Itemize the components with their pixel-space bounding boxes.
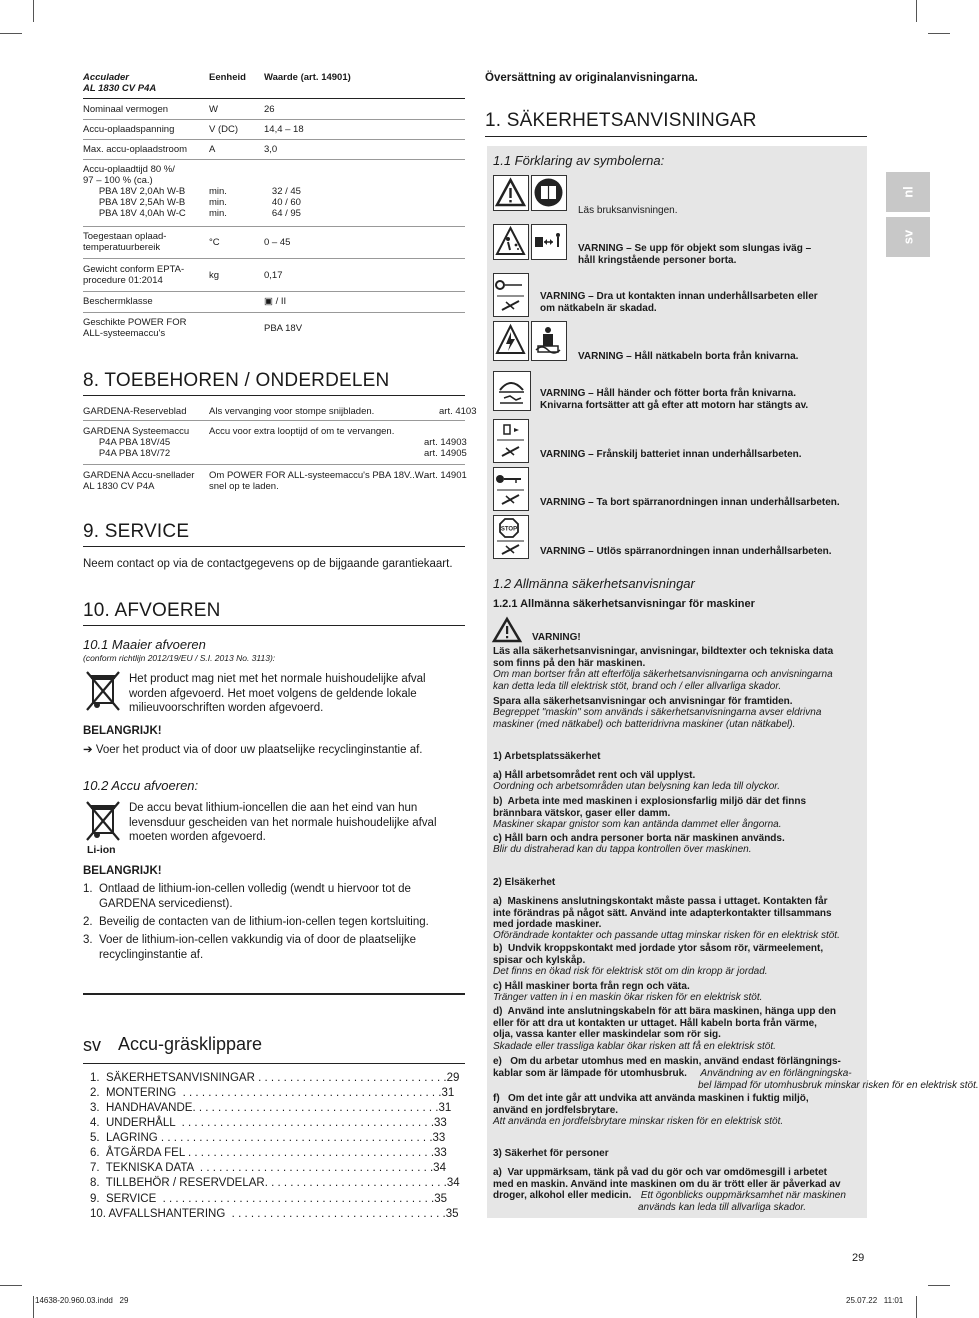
safety-rule: b) Undvik kroppskontakt med jordade ytor såsom rör, värmeelement, spisar och kylskåp. (493, 943, 824, 966)
toc-item[interactable]: 1. SÄKERHETSANVISNINGAR . . . . . . . . . . . . . . . . . . . . . . . . . . . . . .29 (90, 1072, 460, 1084)
battery-step: 2. Beveilig de contacten van de lithium-ion-cellen tegen kortsluiting. (83, 916, 429, 928)
spec-cell: 14,4 – 18 (264, 124, 304, 135)
section-1-title: 1. SÄKERHETSANVISNINGAR (485, 110, 757, 131)
safety-rule-note: Skadade eller trassliga kablar ökar risken att få en elektrisk stöt. (493, 1041, 776, 1052)
toc-item[interactable]: 5. LAGRING . . . . . . . . . . . . . . . . . . . . . . . . . . . . . . . . . . . . . . . . . . .33 (90, 1132, 446, 1144)
safety-paragraph-note: Begreppet "maskin" som används i säkerhetsanvisningarna avser eldrivna maskiner (med nätkabel) och batteridrivna maskiner (utan nätkabel). (493, 707, 822, 730)
footer-date: 25.07.22 11:01 (846, 1296, 904, 1305)
warning-label: VARNING! (532, 632, 581, 643)
safety-rule-note: Ett ögonblicks ouppmärksamhet när maskinen används kan leda till allvarliga skador. (638, 1190, 846, 1213)
spec-cell: Beschermklasse (83, 296, 153, 307)
safety-rule: e) Om du arbetar utomhus med en maskin, använd endast förlängnings- kablar som är lämpade för utomhusbruk. (493, 1056, 841, 1079)
accessory-desc: Om POWER FOR ALL-systeemaccu's PBA 18V..W.- snel op te laden. (209, 470, 430, 492)
subsection-10-1-title: 10.1 Maaier afvoeren (83, 637, 206, 652)
symbol-desc: VARNING – Håll nätkabeln borta från knivarna. (578, 351, 799, 362)
section-8-title: 8. TOEBEHOREN / ONDERDELEN (83, 370, 390, 391)
spec-header-unit: Eenheid (209, 72, 246, 83)
keep-distance-icon (531, 224, 567, 260)
toc-item[interactable]: 3. HANDHAVANDE. . . . . . . . . . . . . . . . . . . . . . . . . . . . . . . . . . . . . . .31 (90, 1102, 452, 1114)
electric-hazard-icon (493, 321, 529, 361)
tab-label: sv (900, 229, 916, 245)
safety-heading: 2) Elsäkerhet (493, 877, 556, 888)
svg-text:STOP: STOP (500, 526, 518, 533)
li-ion-label: Li-ion (87, 844, 116, 856)
spec-cell: 3,0 (264, 144, 278, 155)
service-text: Neem contact op via de contactgegevens op de bijgaande garantiekaart. (83, 558, 453, 570)
dispose-action: ➔ Voer het product via of door uw plaatselijke recyclinginstantie af. (83, 744, 423, 756)
toc-item[interactable]: 8. TILLBEHÖR / RESERVDELAR. . . . . . . . . . . . . . . . . . . . . . . . . . . . .34 (90, 1177, 460, 1189)
spec-cell: 32 / 45 40 / 60 64 / 95 (271, 186, 301, 219)
thrown-objects-icon (493, 224, 529, 260)
accessory-art: art. 14903 art. 14905 (424, 437, 467, 459)
remove-battery-icon (493, 419, 529, 463)
spec-cell: Accu-oplaadtijd 80 %/ 97 – 100 % (ca.) PBA 18V 2,0Ah W-B PBA 18V 2,5Ah W-B PBA 18V 4,0Ah W-C (83, 164, 186, 219)
accessory-art: art. 4103 (439, 406, 477, 417)
spec-table-header (83, 72, 465, 96)
safety-rule: b) Arbeta inte med maskinen i explosionsfarlig miljö där det finns brännbara vätskor, gaser eller damm. (493, 796, 807, 819)
important-label: BELANGRIJK! (83, 865, 162, 877)
spec-cell: Gewicht conform EPTA- procedure 01:2014 (83, 264, 185, 286)
battery-step: 3. Voer de lithium-ion-cellen vakkundig via of door de plaatselijke recyclinginstantie af. (83, 934, 417, 961)
dispose-text: Het product mag niet met het normale huishoudelijke afval worden afgevoerd. Het moet volgens de geldende lokale milieuvoorschriften worden afgevoerd. (129, 673, 426, 714)
symbol-desc: VARNING – Frånskilj batteriet innan underhållsarbeten. (540, 449, 802, 460)
directive-note: (conform richtlijn 2012/19/EU / S.I. 2013 No. 3113): (83, 653, 276, 663)
spec-cell: °C (209, 237, 220, 248)
safety-rule: a) Maskinens anslutningskontakt måste passa i uttaget. Kontakten får inte förändras på något sätt. Använd inte adapterkontakter tillsammans med jordade maskiner. (493, 896, 832, 930)
spec-cell: 0,17 (264, 270, 283, 281)
safety-rule: c) Håll barn och andra personer borta när maskinen används. (493, 833, 785, 844)
subsection-10-2-title: 10.2 Accu afvoeren: (83, 778, 199, 793)
spec-cell: 0 – 45 (264, 237, 291, 248)
remove-key-icon (493, 467, 529, 511)
toc-item[interactable]: 9. SERVICE . . . . . . . . . . . . . . . . . . . . . . . . . . . . . . . . . . . . . . . . . . .35 (90, 1193, 448, 1205)
warning-triangle-icon (493, 175, 529, 211)
page-number: 29 (852, 1252, 865, 1264)
subsection-1-2-1-title: 1.2.1 Allmänna säkerhetsanvisningar för maskiner (493, 598, 755, 610)
symbol-desc: VARNING – Håll händer och fötter borta från knivarna. Knivarna fortsätter att gå efter att motorn har stängts av. (540, 388, 809, 411)
warning-icon (492, 617, 522, 643)
spec-cell: A (209, 144, 216, 155)
safety-rule: c) Håll maskiner borta från regn och väta. (493, 981, 690, 992)
safety-rule-note: Tränger vatten in i en maskin ökar risken för en elektrisk stöt. (493, 992, 763, 1003)
accessory-name: GARDENA-Reserveblad (83, 406, 187, 417)
safety-rule: d) Använd inte anslutningskabeln för att bära maskinen, hänga upp den eller för att dra ut kontakten ur uttaget. Håll kabeln borta från värme, olja, vassa kanter eller maskindelar som rör sig. (493, 1006, 837, 1040)
accessory-art: art. 14901 (424, 470, 467, 481)
spec-cell: 26 (264, 104, 275, 115)
accessory-name: GARDENA Accu-snellader AL 1830 CV P4A (83, 470, 195, 492)
spec-cell: min. min. min. (209, 186, 227, 219)
spec-cell: ▣ / II (264, 296, 287, 307)
safety-paragraph: Läs alla säkerhetsanvisningar, anvisningar, bildtexter och tekniska data som finns på den här maskinen. (493, 646, 834, 669)
safety-paragraph-note: Om man bortser från att efterfölja säkerhetsanvisningarna och anvisningarna kan detta leda till elektrisk stöt, brand och / eller allvarliga skador. (493, 669, 833, 692)
toc-item[interactable]: 10. AVFALLSHANTERING . . . . . . . . . . . . . . . . . . . . . . . . . . . . . . . . . .35 (90, 1208, 459, 1220)
unplug-icon (493, 273, 529, 317)
spec-cell: Nominaal vermogen (83, 104, 169, 115)
section-10-title: 10. AFVOEREN (83, 600, 221, 621)
tab-sv[interactable] (886, 217, 930, 257)
safety-rule: f) Om det inte går att undvika att använda maskinen i fuktig miljö, använd en jordfelsbrytare. (493, 1093, 809, 1116)
spec-cell: Toegestaan oplaad- temperatuurbereik (83, 231, 167, 253)
translation-note: Översättning av originalanvisningarna. (485, 72, 698, 84)
safety-rule-note: Det finns en ökad risk för elektrisk stöt om din kropp är jordad. (493, 966, 768, 977)
important-label: BELANGRIJK! (83, 725, 162, 737)
safety-heading: 1) Arbetsplatssäkerhet (493, 751, 601, 762)
symbol-desc: VARNING – Se upp för objekt som slungas iväg – håll kringstående personer borta. (578, 243, 812, 266)
safety-rule-note: Maskiner skapar gnistor som kan antända dammet eller ångorna. (493, 819, 782, 830)
tab-nl[interactable] (886, 172, 930, 212)
stop-lock-icon (493, 515, 529, 559)
spec-header-value: Waarde (art. 14901) (264, 72, 351, 83)
spec-cell: PBA 18V (264, 323, 303, 334)
symbol-desc: Läs bruksanvisningen. (578, 205, 678, 216)
spec-cell: V (DC) (209, 124, 239, 135)
crossed-bin-icon (85, 800, 121, 842)
accessory-desc: Accu voor extra looptijd of om te vervangen. (209, 426, 395, 437)
spec-cell: W (209, 104, 218, 115)
safety-paragraph: Spara alla säkerhetsanvisningar och anvisningar för framtiden. (493, 696, 793, 707)
cable-away-icon (531, 321, 567, 361)
section-9-title: 9. SERVICE (83, 521, 190, 542)
spec-cell: Accu-oplaadspanning (83, 124, 175, 135)
read-manual-icon (531, 175, 567, 211)
safety-heading: 3) Säkerhet för personer (493, 1148, 609, 1159)
blade-hazard-icon (493, 371, 531, 411)
subsection-1-2-title: 1.2 Allmänna säkerhetsanvisningar (493, 576, 695, 591)
toc-item[interactable]: 4. UNDERHÅLL . . . . . . . . . . . . . . . . . . . . . . . . . . . . . . . . . . . . . . . .33 (90, 1117, 447, 1129)
safety-rule-note: Användning av en förlängningska- bel lämpad för utomhusbruk minskar risken för en elektrisk stöt. (698, 1068, 979, 1091)
language-code: sv (83, 1035, 101, 1055)
crossed-bin-icon (85, 670, 121, 712)
accessory-name: GARDENA Systeemaccu P4A PBA 18V/45 P4A PBA 18V/72 (83, 426, 190, 459)
toc-item[interactable]: 6. ÅTGÄRDA FEL . . . . . . . . . . . . . . . . . . . . . . . . . . . . . . . . . . . . . . .33 (90, 1147, 447, 1159)
spec-cell: Geschikte POWER FOR ALL-systeemaccu's (83, 317, 187, 339)
tab-label: nl (900, 186, 916, 198)
symbol-desc: VARNING – Dra ut kontakten innan underhållsarbeten eller om nätkabeln är skadad. (540, 291, 818, 314)
footer-file: 14638-20.960.03.indd 29 (35, 1296, 129, 1305)
battery-step: 1. Ontlaad de lithium-ion-cellen volledig (wendt u hiervoor tot de GARDENA servicedienst). (83, 883, 411, 910)
accessory-desc: Als vervanging voor stompe snijbladen. (209, 406, 375, 417)
symbol-desc: VARNING – Ta bort spärranordningen innan underhållsarbeten. (540, 497, 840, 508)
safety-rule-note: Oordning och arbetsområden utan belysning kan leda till olyckor. (493, 781, 781, 792)
safety-rule: a) Håll arbetsområdet rent och väl upplyst. (493, 770, 696, 781)
safety-rule-note: Att använda en jordfelsbrytare minskar risken för en elektrisk stöt. (493, 1116, 784, 1127)
battery-dispose-text: De accu bevat lithium-ioncellen die aan het eind van hun levensduur gescheiden van het normale huishoudelijke afval moeten worden afgevoerd. (129, 802, 437, 843)
spec-cell: kg (209, 270, 220, 281)
safety-rule: a) Var uppmärksam, tänk på vad du gör och var omdömesgill i arbetet med en maskin. Använd inte maskinen om du är trött eller är påverkad av droger, alkohol eller medicin. (493, 1167, 841, 1201)
product-heading: Accu-gräsklippare (118, 1034, 263, 1054)
subsection-1-1-title: 1.1 Förklaring av symbolerna: (493, 153, 665, 168)
safety-rule-note: Blir du distraherad kan du tappa kontrollen över maskinen. (493, 844, 752, 855)
toc-item[interactable]: 2. MONTERING . . . . . . . . . . . . . . . . . . . . . . . . . . . . . . . . . . . . . . . . .31 (90, 1087, 455, 1099)
safety-rule-note: Oförändrade kontakter och passande uttag minskar risken för en elektrisk stöt. (493, 930, 840, 941)
spec-header-product: Acculader AL 1830 CV P4A (83, 72, 157, 94)
toc-item[interactable]: 7. TEKNISKA DATA . . . . . . . . . . . . . . . . . . . . . . . . . . . . . . . . . . . . .34 (90, 1162, 446, 1174)
spec-cell: Max. accu-oplaadstroom (83, 144, 188, 155)
symbol-desc: VARNING – Utlös spärranordningen innan underhållsarbeten. (540, 546, 832, 557)
